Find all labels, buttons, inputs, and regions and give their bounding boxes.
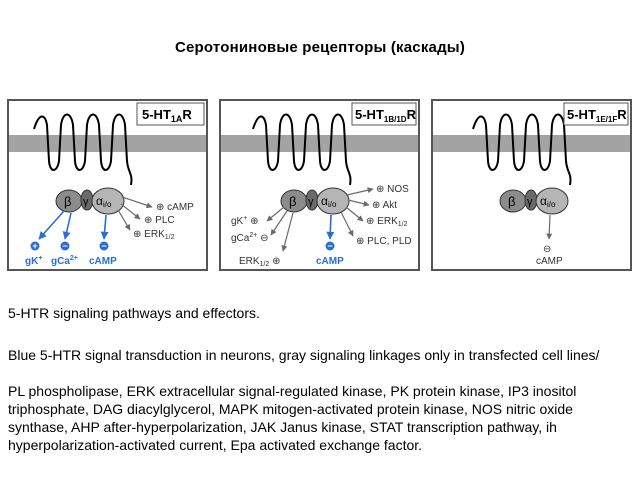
svg-text:gK+ ⊕: gK+ ⊕ — [231, 215, 259, 227]
svg-text:−: − — [62, 241, 68, 251]
blue-effector-label: gK+ — [25, 255, 43, 267]
svg-text:5-HT1B/1DR: $5-HT_{1B/1D}R$ — [355, 107, 416, 124]
gamma-label: γ — [83, 196, 89, 208]
svg-text:⊖: ⊖ — [543, 244, 552, 255]
beta-label: β — [64, 194, 72, 209]
svg-text:⊕ NOS: ⊕ NOS — [376, 184, 409, 195]
svg-text:+: + — [32, 241, 38, 251]
effector-label: ⊕ PLC — [144, 215, 175, 226]
svg-text:5-HT1E/1FR: $5-HT_{1E/1F}R$ — [567, 107, 627, 124]
diagram-5ht1b1d — [221, 101, 418, 269]
svg-text:5-HT1AR: $5-HT_{1A}R$ — [142, 107, 192, 124]
receptor-label — [352, 103, 417, 125]
effector-label: ⊕ cAMP — [156, 202, 194, 213]
caption-body-2: PL phospholipase, ERK extracellular signal-regulated kinase, PK protein kinase, IP3 inositol triphosphate, DAG diacylglycerol, MAPK mitogen-activated protein kinase, NOS nitric oxide synthase, AHP after-hyperpolarization, JAK Janus kinase, STAT transcription pathway, ih hyperpolarization-activated current, Epa activated exchange factor. — [8, 383, 577, 453]
svg-text:⊕ PLC, PLD: ⊕ PLC, PLD — [356, 236, 412, 247]
beta-label: β — [289, 194, 297, 209]
cell-membrane — [9, 135, 206, 152]
gamma-label: γ — [308, 196, 314, 208]
receptor-label — [137, 103, 204, 125]
svg-text:⊕ ERK1/2: ⊕ $ERK_{1/2}$ — [366, 216, 408, 228]
alpha-label: αi/o — [540, 194, 556, 209]
alpha-label: αi/o — [321, 194, 337, 209]
caption-body-1: Blue 5-HTR signal transduction in neurons, gray signaling linkages only in transfected cell lines/ — [8, 347, 600, 363]
svg-text:−: − — [327, 241, 333, 251]
beta-label: β — [508, 194, 516, 209]
caption-heading: 5-HTR signaling pathways and effectors. — [8, 305, 260, 321]
alpha-label: αi/o — [96, 194, 112, 209]
diagram-5ht1a — [9, 101, 206, 269]
receptor-panel-5ht1b1d — [219, 99, 420, 271]
svg-text:−: − — [101, 241, 107, 251]
gamma-label: γ — [527, 196, 533, 208]
svg-text:gCa2+ ⊖: gCa$^{2+}$ ⊖ — [231, 232, 269, 244]
cell-membrane — [433, 135, 630, 152]
receptor-panel-5ht1e1f — [431, 99, 632, 271]
blue-effector-label: cAMP — [89, 256, 117, 267]
blue-effector-label: cAMP — [316, 256, 344, 267]
receptor-panel-5ht1a — [7, 99, 208, 271]
page-title: Серотониновые рецепторы (каскады) — [174, 39, 466, 56]
receptor-label — [564, 103, 628, 125]
svg-text:⊕ Akt: ⊕ Akt — [372, 200, 398, 211]
diagram-5ht1e1f — [433, 101, 630, 269]
svg-text:ERK1/2 ⊕: $ERK_{1/2}$ ⊕ — [239, 256, 281, 268]
effector-label: ⊕ $ERK_{1/2}$ — [133, 229, 175, 241]
effector-label: cAMP — [536, 256, 563, 267]
blue-effector-label: gCa$^{2+}$ — [51, 255, 78, 267]
